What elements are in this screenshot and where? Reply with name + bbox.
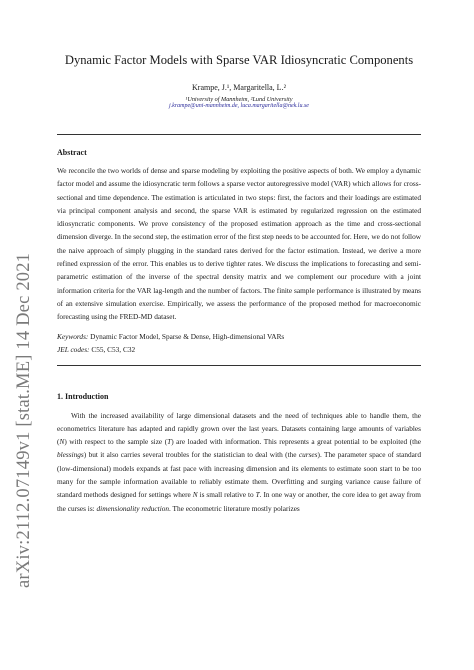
jel-label: JEL codes: [57,344,90,354]
keywords-text: Dynamic Factor Model, Sparse & Dense, High-dimensional VARs [88,331,285,341]
introduction-heading: 1. Introduction [57,391,109,401]
intro-math: N [59,437,65,447]
intro-math: T [255,490,260,500]
intro-text: . The econometric literature mostly polarizes [169,503,300,513]
keywords-line [57,331,421,342]
intro-text: is small relative to [197,490,256,500]
introduction-paragraph [57,409,421,515]
intro-text: With the increased availability of large dimensional datasets and the need of techniques able to handle them, the econometrics literature has adapted and rapidly grown over the last years. Datasets containing large amounts of variables ( [57,410,421,447]
intro-text: . In one way or another, the core idea to get away from the curses is: [57,490,421,513]
author-affiliations: ¹University of Mannheim, ²Lund University [185,96,293,103]
author-list: Krampe, J.¹, Margaritella, L.² [192,83,286,92]
intro-emphasis: curses [298,450,318,460]
keywords-label: Keywords: [57,331,89,341]
top-divider [57,134,421,135]
arxiv-sidebar [0,0,60,670]
intro-math: T [167,437,172,447]
intro-math: N [192,490,198,500]
intro-emphasis: blessings [57,450,84,460]
jel-codes: C55, C53, C32 [89,344,136,354]
intro-emphasis: dimensionality reduction [96,503,170,513]
abstract-heading: Abstract [57,148,87,157]
intro-text: ) are loaded with information. This represents a great potential to be exploited (the [171,437,421,447]
intro-text: ) with respect to the sample size ( [64,437,168,447]
jel-line [57,344,421,355]
abstract-text: We reconcile the two worlds of dense and sparse modeling by exploiting the positive aspects of both. We employ a dynamic factor model and assume the idiosyncratic term follows a sparse vector autoregressive model (VAR) which allows for cross-sectional and time dependence. The estimation is articulated in two steps: first, the factors and their loadings are estimated via principal component analysis and second, the sparse VAR is estimated by regularized regression on the estimated idiosyncratic components. We prove consistency of the proposed estimation approach as the time and cross-sectional dimension diverge. In the second step, the estimation error of the first step needs to be accounted for. Here, we do not follow the naive approach of simply plugging in the standard rates derived for the factor estimation. Instead, we derive a more refined expression of the error. This enables us to derive tighter rates. We discuss the implications to forecasting and semi-parametric estimation of the inverse of the spectral density matrix and we complement our procedure with a joint information criteria for the VAR lag-length and the number of factors. The finite sample performance is illustrated by means of an extensive simulation exercise. Empirically, we assess the performance of the proposed method for macroeconomic forecasting using the FRED-MD dataset. [57,166,421,322]
author-emails[interactable]: j.krampe@uni-mannheim.de, luca.margaritella@nek.lu.se [169,103,309,109]
paper-title: Dynamic Factor Models with Sparse VAR Idiosyncratic Components [64,53,414,67]
intro-text: ) but it also carries several troubles for the statistician to deal with (the [83,450,299,460]
arxiv-identifier: arXiv:2112.07149v1 [stat.ME] 14 Dec 2021 [14,252,34,588]
paper-page [57,0,421,670]
bottom-divider [57,365,421,366]
intro-text: ). The parameter space of standard (low-dimensional) models expands at fast pace with increasing dimension and its elements to estimate soon start to be too many for the sample information available to reliably estimate them. Overfitting and surging variance cause failure of standard methods designed for settings where [57,450,421,500]
